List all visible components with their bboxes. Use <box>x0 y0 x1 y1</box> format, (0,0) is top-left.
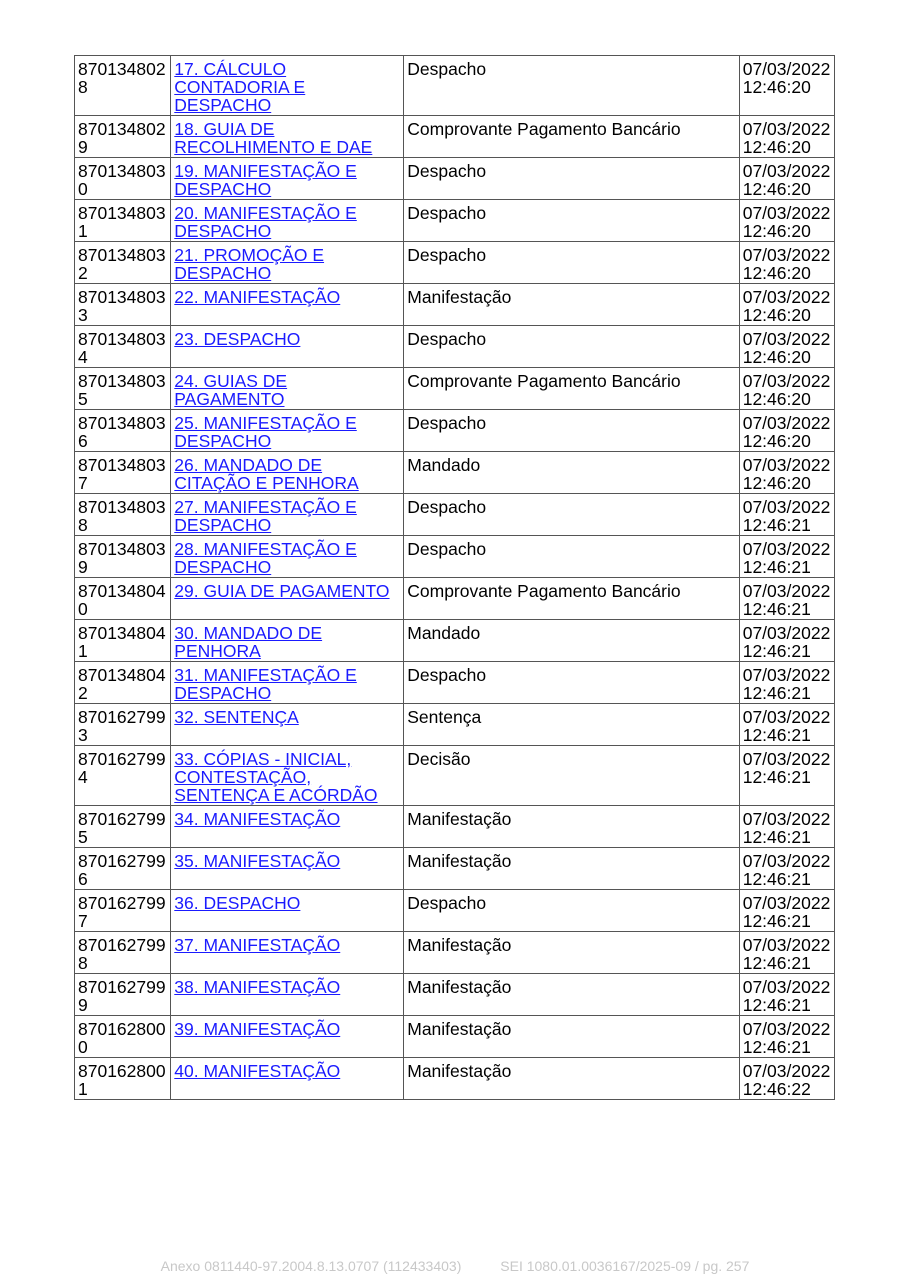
document-link[interactable]: 35. MANIFESTAÇÃO <box>174 851 341 871</box>
document-time: 12:46:21 <box>742 767 811 787</box>
table-row <box>75 284 835 326</box>
table-row <box>75 536 835 578</box>
table-row <box>75 974 835 1016</box>
document-datetime-cell <box>739 578 834 620</box>
table-row <box>75 368 835 410</box>
document-time: 12:46:20 <box>742 179 811 199</box>
document-id-cell: 8701348038 <box>75 494 171 536</box>
document-link[interactable]: 39. MANIFESTAÇÃO <box>174 1019 341 1039</box>
table-row <box>75 620 835 662</box>
document-type-cell: Despacho <box>404 200 739 242</box>
document-time: 12:46:20 <box>742 263 811 283</box>
document-link[interactable]: 37. MANIFESTAÇÃO <box>174 935 341 955</box>
document-link[interactable]: 20. MANIFESTAÇÃO E DESPACHO <box>174 203 357 241</box>
document-link[interactable]: 18. GUIA DE RECOLHIMENTO E DAE <box>174 119 373 157</box>
document-date: 07/03/2022 <box>742 581 831 601</box>
document-title-cell <box>171 158 404 200</box>
document-type-cell: Despacho <box>404 494 739 536</box>
document-title-cell <box>171 536 404 578</box>
document-id-cell: 8701348034 <box>75 326 171 368</box>
document-time: 12:46:21 <box>742 641 811 661</box>
document-date: 07/03/2022 <box>742 329 831 349</box>
table-row <box>75 746 835 806</box>
document-type-cell: Comprovante Pagamento Bancário <box>404 368 739 410</box>
document-time: 12:46:21 <box>742 911 811 931</box>
document-date: 07/03/2022 <box>742 413 831 433</box>
document-date: 07/03/2022 <box>742 977 831 997</box>
document-datetime-cell <box>739 1058 834 1100</box>
document-id-cell: 8701348031 <box>75 200 171 242</box>
document-datetime-cell <box>739 368 834 410</box>
document-datetime-cell <box>739 158 834 200</box>
document-id-cell: 8701628001 <box>75 1058 171 1100</box>
document-link[interactable]: 28. MANIFESTAÇÃO E DESPACHO <box>174 539 357 577</box>
document-time: 12:46:20 <box>742 347 811 367</box>
document-date: 07/03/2022 <box>742 287 831 307</box>
document-id-cell: 8701348040 <box>75 578 171 620</box>
document-time: 12:46:20 <box>742 389 811 409</box>
document-datetime-cell <box>739 932 834 974</box>
document-datetime-cell <box>739 116 834 158</box>
document-datetime-cell <box>739 1016 834 1058</box>
document-type-cell: Despacho <box>404 158 739 200</box>
document-title-cell <box>171 368 404 410</box>
document-link[interactable]: 33. CÓPIAS - INICIAL, CONTESTAÇÃO, SENTENÇA E ACÓRDÃO <box>174 749 378 805</box>
document-id-cell: 8701348032 <box>75 242 171 284</box>
document-link[interactable]: 27. MANIFESTAÇÃO E DESPACHO <box>174 497 357 535</box>
document-title-cell <box>171 200 404 242</box>
document-id-cell: 8701627998 <box>75 932 171 974</box>
document-date: 07/03/2022 <box>742 59 831 79</box>
document-date: 07/03/2022 <box>742 893 831 913</box>
document-type-cell: Manifestação <box>404 848 739 890</box>
document-datetime-cell <box>739 746 834 806</box>
document-id-cell: 8701348039 <box>75 536 171 578</box>
table-row <box>75 704 835 746</box>
document-link[interactable]: 17. CÁLCULO CONTADORIA E DESPACHO <box>174 59 306 115</box>
document-title-cell <box>171 620 404 662</box>
document-time: 12:46:20 <box>742 305 811 325</box>
document-date: 07/03/2022 <box>742 245 831 265</box>
document-title-cell <box>171 932 404 974</box>
document-title-cell <box>171 806 404 848</box>
document-date: 07/03/2022 <box>742 1019 831 1039</box>
document-type-cell: Sentença <box>404 704 739 746</box>
document-time: 12:46:20 <box>742 221 811 241</box>
document-datetime-cell <box>739 242 834 284</box>
document-link[interactable]: 29. GUIA DE PAGAMENTO <box>174 581 390 601</box>
document-time: 12:46:21 <box>742 827 811 847</box>
document-id-cell: 8701348028 <box>75 56 171 116</box>
document-id-cell: 8701627995 <box>75 806 171 848</box>
table-row <box>75 1058 835 1100</box>
document-title-cell <box>171 410 404 452</box>
document-id-cell: 8701348041 <box>75 620 171 662</box>
document-type-cell: Despacho <box>404 326 739 368</box>
document-id-cell: 8701348036 <box>75 410 171 452</box>
document-type-cell: Mandado <box>404 620 739 662</box>
document-type-cell: Manifestação <box>404 1016 739 1058</box>
table-row <box>75 242 835 284</box>
document-id-cell: 8701627994 <box>75 746 171 806</box>
document-time: 12:46:20 <box>742 473 811 493</box>
table-row <box>75 326 835 368</box>
page-footer <box>0 1258 910 1274</box>
document-id-cell: 8701628000 <box>75 1016 171 1058</box>
document-datetime-cell <box>739 662 834 704</box>
table-row <box>75 200 835 242</box>
document-time: 12:46:21 <box>742 725 811 745</box>
table-row <box>75 890 835 932</box>
document-title-cell <box>171 974 404 1016</box>
document-datetime-cell <box>739 410 834 452</box>
document-title-cell <box>171 578 404 620</box>
document-link[interactable]: 36. DESPACHO <box>174 893 301 913</box>
document-type-cell: Decisão <box>404 746 739 806</box>
document-date: 07/03/2022 <box>742 497 831 517</box>
document-time: 12:46:20 <box>742 431 811 451</box>
document-date: 07/03/2022 <box>742 455 831 475</box>
document-title-cell <box>171 1058 404 1100</box>
document-title-cell <box>171 326 404 368</box>
document-date: 07/03/2022 <box>742 935 831 955</box>
document-id-cell: 8701627996 <box>75 848 171 890</box>
table-row <box>75 410 835 452</box>
document-list-table <box>74 55 835 1100</box>
document-type-cell: Manifestação <box>404 806 739 848</box>
document-type-cell: Manifestação <box>404 932 739 974</box>
document-id-cell: 8701348030 <box>75 158 171 200</box>
document-date: 07/03/2022 <box>742 809 831 829</box>
document-link[interactable]: 34. MANIFESTAÇÃO <box>174 809 341 829</box>
document-type-cell: Despacho <box>404 536 739 578</box>
document-link[interactable]: 38. MANIFESTAÇÃO <box>174 977 341 997</box>
document-type-cell: Despacho <box>404 410 739 452</box>
document-title-cell <box>171 242 404 284</box>
document-type-cell: Comprovante Pagamento Bancário <box>404 578 739 620</box>
document-type-cell: Despacho <box>404 890 739 932</box>
document-date: 07/03/2022 <box>742 119 831 139</box>
table-row <box>75 452 835 494</box>
document-link[interactable]: 23. DESPACHO <box>174 329 301 349</box>
document-id-cell: 8701348033 <box>75 284 171 326</box>
document-time: 12:46:20 <box>742 137 811 157</box>
document-rows <box>75 56 835 1100</box>
document-time: 12:46:21 <box>742 995 811 1015</box>
document-datetime-cell <box>739 704 834 746</box>
document-id-cell: 8701627999 <box>75 974 171 1016</box>
document-date: 07/03/2022 <box>742 203 831 223</box>
document-type-cell: Manifestação <box>404 1058 739 1100</box>
document-link[interactable]: 26. MANDADO DE CITAÇÃO E PENHORA <box>174 455 359 493</box>
document-title-cell <box>171 746 404 806</box>
document-date: 07/03/2022 <box>742 851 831 871</box>
footer-annex-reference: Anexo 0811440-97.2004.8.13.0707 (112433403) <box>160 1258 462 1274</box>
table-row <box>75 932 835 974</box>
document-time: 12:46:21 <box>742 683 811 703</box>
document-datetime-cell <box>739 452 834 494</box>
document-type-cell: Manifestação <box>404 284 739 326</box>
document-time: 12:46:22 <box>742 1079 811 1099</box>
document-type-cell: Comprovante Pagamento Bancário <box>404 116 739 158</box>
document-title-cell <box>171 494 404 536</box>
document-title-cell <box>171 704 404 746</box>
document-id-cell: 8701348035 <box>75 368 171 410</box>
document-id-cell: 8701627997 <box>75 890 171 932</box>
document-type-cell: Despacho <box>404 662 739 704</box>
document-datetime-cell <box>739 326 834 368</box>
footer-sei-page: SEI 1080.01.0036167/2025-09 / pg. 257 <box>500 1258 750 1274</box>
document-link[interactable]: 32. SENTENÇA <box>174 707 299 727</box>
document-link[interactable]: 24. GUIAS DE PAGAMENTO <box>174 371 288 409</box>
document-time: 12:46:20 <box>742 77 811 97</box>
document-datetime-cell <box>739 494 834 536</box>
table-row <box>75 848 835 890</box>
document-id-cell: 8701348037 <box>75 452 171 494</box>
document-link[interactable]: 22. MANIFESTAÇÃO <box>174 287 341 307</box>
document-id-cell: 8701348029 <box>75 116 171 158</box>
document-date: 07/03/2022 <box>742 623 831 643</box>
document-datetime-cell <box>739 56 834 116</box>
document-type-cell: Manifestação <box>404 974 739 1016</box>
table-row <box>75 56 835 116</box>
document-time: 12:46:21 <box>742 599 811 619</box>
table-row <box>75 662 835 704</box>
document-datetime-cell <box>739 284 834 326</box>
document-link[interactable]: 30. MANDADO DE PENHORA <box>174 623 323 661</box>
table-row <box>75 578 835 620</box>
document-link[interactable]: 19. MANIFESTAÇÃO E DESPACHO <box>174 161 357 199</box>
document-time: 12:46:21 <box>742 953 811 973</box>
document-date: 07/03/2022 <box>742 161 831 181</box>
document-datetime-cell <box>739 806 834 848</box>
document-datetime-cell <box>739 890 834 932</box>
document-title-cell <box>171 1016 404 1058</box>
document-link[interactable]: 40. MANIFESTAÇÃO <box>174 1061 341 1081</box>
document-date: 07/03/2022 <box>742 665 831 685</box>
table-row <box>75 1016 835 1058</box>
table-row <box>75 806 835 848</box>
document-title-cell <box>171 848 404 890</box>
document-type-cell: Despacho <box>404 56 739 116</box>
document-type-cell: Despacho <box>404 242 739 284</box>
document-datetime-cell <box>739 974 834 1016</box>
document-date: 07/03/2022 <box>742 539 831 559</box>
document-datetime-cell <box>739 200 834 242</box>
document-id-cell: 8701348042 <box>75 662 171 704</box>
document-title-cell <box>171 662 404 704</box>
document-link[interactable]: 21. PROMOÇÃO E DESPACHO <box>174 245 325 283</box>
document-title-cell <box>171 116 404 158</box>
document-title-cell <box>171 56 404 116</box>
document-link[interactable]: 25. MANIFESTAÇÃO E DESPACHO <box>174 413 357 451</box>
document-title-cell <box>171 890 404 932</box>
document-link[interactable]: 31. MANIFESTAÇÃO E DESPACHO <box>174 665 357 703</box>
table-row <box>75 494 835 536</box>
document-date: 07/03/2022 <box>742 749 831 769</box>
document-title-cell <box>171 452 404 494</box>
document-time: 12:46:21 <box>742 515 811 535</box>
document-time: 12:46:21 <box>742 869 811 889</box>
document-date: 07/03/2022 <box>742 707 831 727</box>
table-row <box>75 158 835 200</box>
document-date: 07/03/2022 <box>742 371 831 391</box>
document-time: 12:46:21 <box>742 557 811 577</box>
document-title-cell <box>171 284 404 326</box>
document-id-cell: 8701627993 <box>75 704 171 746</box>
document-date: 07/03/2022 <box>742 1061 831 1081</box>
table-row <box>75 116 835 158</box>
document-datetime-cell <box>739 620 834 662</box>
document-type-cell: Mandado <box>404 452 739 494</box>
document-datetime-cell <box>739 848 834 890</box>
document-datetime-cell <box>739 536 834 578</box>
document-time: 12:46:21 <box>742 1037 811 1057</box>
